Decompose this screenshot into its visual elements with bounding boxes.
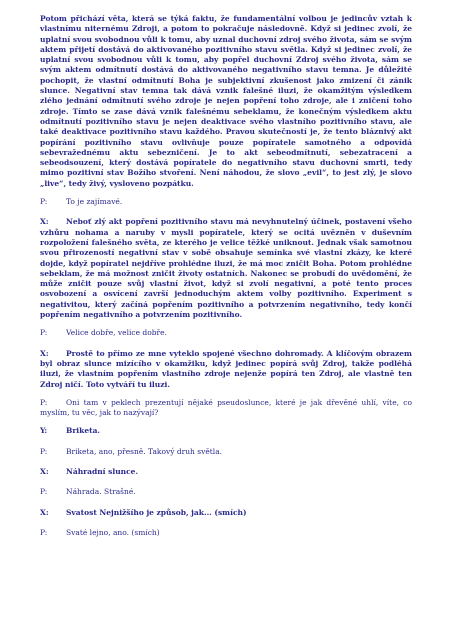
dialogue-paragraph — [40, 217, 412, 320]
speaker-label: P: — [40, 197, 48, 207]
dialogue-line — [40, 508, 412, 518]
dialogue-line — [40, 467, 412, 477]
speaker-label: X: — [40, 466, 49, 476]
dialogue-text: Briketa. — [66, 426, 101, 436]
dialogue-paragraph — [40, 349, 412, 390]
speaker-label: X: — [40, 348, 49, 358]
dialogue-text: Neboť zlý akt popření pozitivního stavu má nevyhnutelný účinek, postavení všeho vzhůru nohama a naruby v mysli popíratele, který se ocitá uvězněn v duševním rozpoložení falešného světa, ze kterého je velice těžké uniknout. Jednak však samotnou svou přirozeností negativní stav v sobě obsahuje semínka své vlastní zkázy, ke které dojde, když popíratel nejdříve prohlédne iluzi, že má moc zničit Boha. Potom prohlédne sebeklam, že má možnost zničit životy ostatních. Nakonec se probudí do uvědomění, že může zničit pouze svůj vlastní život, když si zvolí negativní, a poté tento proces osvobození a osvícení završí jednoduchým aktem volby pozitivního. Experiment s negativitou, který začíná popřením pozitivního a potvrzením negativního, tedy končí popřením negativního a potvrzením pozitivního. — [40, 217, 412, 320]
speaker-label: X: — [40, 217, 49, 227]
dialogue-line — [40, 328, 412, 338]
speaker-label: P: — [40, 328, 48, 338]
dialogue-text: Svatost Nejnižšího je způsob, jak... (smích) — [66, 507, 247, 517]
dialogue-line — [40, 447, 412, 457]
dialogue-text: To je zajímavé. — [66, 197, 123, 207]
speaker-label: P: — [40, 446, 48, 456]
dialogue-line — [40, 487, 412, 497]
dialogue-line — [40, 528, 412, 538]
dialogue-text: Briketa, ano, přesně. Takový druh světla. — [66, 446, 223, 456]
dialogue-paragraph — [40, 398, 412, 419]
dialogue-text: Náhradní slunce. — [66, 466, 139, 476]
paragraph-intro: Potom přichází věta, která se týká faktu, že fundamentální volbou je jedincův vztah k vlastnímu niternému Zdroji, a potom to pokračuje následovně. Když si jedinec zvolí, že uplatní svou svobodnou vůli k tomu, aby uznal duchovní zdroj svého života, sám se svým aktem přijetí dostává do aktivovaného pozitivního stavu světla. Když si jedinec zvolí, že uplatní svou svobodnou vůli k tomu, aby popřel duchovní Zdroj svého života, sám se svým aktem odmítnutí dostává do aktivovaného negativního stavu temna. Je důležité pochopit, že vlastní odmítnutí Boha je subjektivní zkušenost jako zmizení či zánik slunce. Negativní stav temna tak dává vznik falešné iluzi, že okamžitým výsledkem zlého jednání odmítnutí svého zdroje je nejen popření toho zdroje, ale i zničení toho zdroje. Tímto se zase dává vznik falešnému sebeklamu, že konečným výsledkem aktu odmítnutí pozitivního stavu je nejen deaktivace svého vlastního pozitivního stavu, ale také deaktivace pozitivního stavu každého. Pravou skutečností je, že tento bláznivý akt popírání pozitivního stavu ovlivňuje pouze popíratele samotného a odpovídá sebevražednému aktu sebezničení. Je to akt sebeodmítnutí, sebezatracení a sebeodsouzení, který dostává popíratele do negativního stavu duchovní smrti, tedy mimo pozitivní stav Božího stvoření. Není náhodou, že slovo „evil“, to jest zlý, je slovo „live“, tedy živý, vysloveno pozpátku. — [40, 14, 412, 188]
dialogue-line — [40, 197, 412, 207]
dialogue-text: Svaté lejno, ano. (smích) — [66, 527, 160, 537]
speaker-label: Y: — [40, 426, 48, 436]
dialogue-text: Náhrada. Strašné. — [66, 487, 136, 497]
speaker-label: P: — [40, 397, 48, 407]
speaker-label: P: — [40, 487, 48, 497]
dialogue-text: Oni tam v peklech prezentují nějaké pseudoslunce, které je jak dřevěné uhlí, víte, co myslím, tu věc, jak to nazývají? — [40, 397, 412, 418]
dialogue-text: Prostě to přímo ze mne vyteklo spojené všechno dohromady. A klíčovým obrazem byl obraz slunce mizícího v okamžiku, když jedinec popírá svůj Zdroj, takže podléhá iluzi, že vlastním popřením vlastního zdroje nejenže popírá ten Zdroj, ale vlastně ten Zdroj ničí. Toto vytváří tu iluzi. — [40, 348, 412, 389]
dialogue-line — [40, 426, 412, 436]
speaker-label: X: — [40, 507, 49, 517]
dialogue-text: Velice dobře, velice dobře. — [66, 328, 167, 338]
speaker-label: P: — [40, 527, 48, 537]
